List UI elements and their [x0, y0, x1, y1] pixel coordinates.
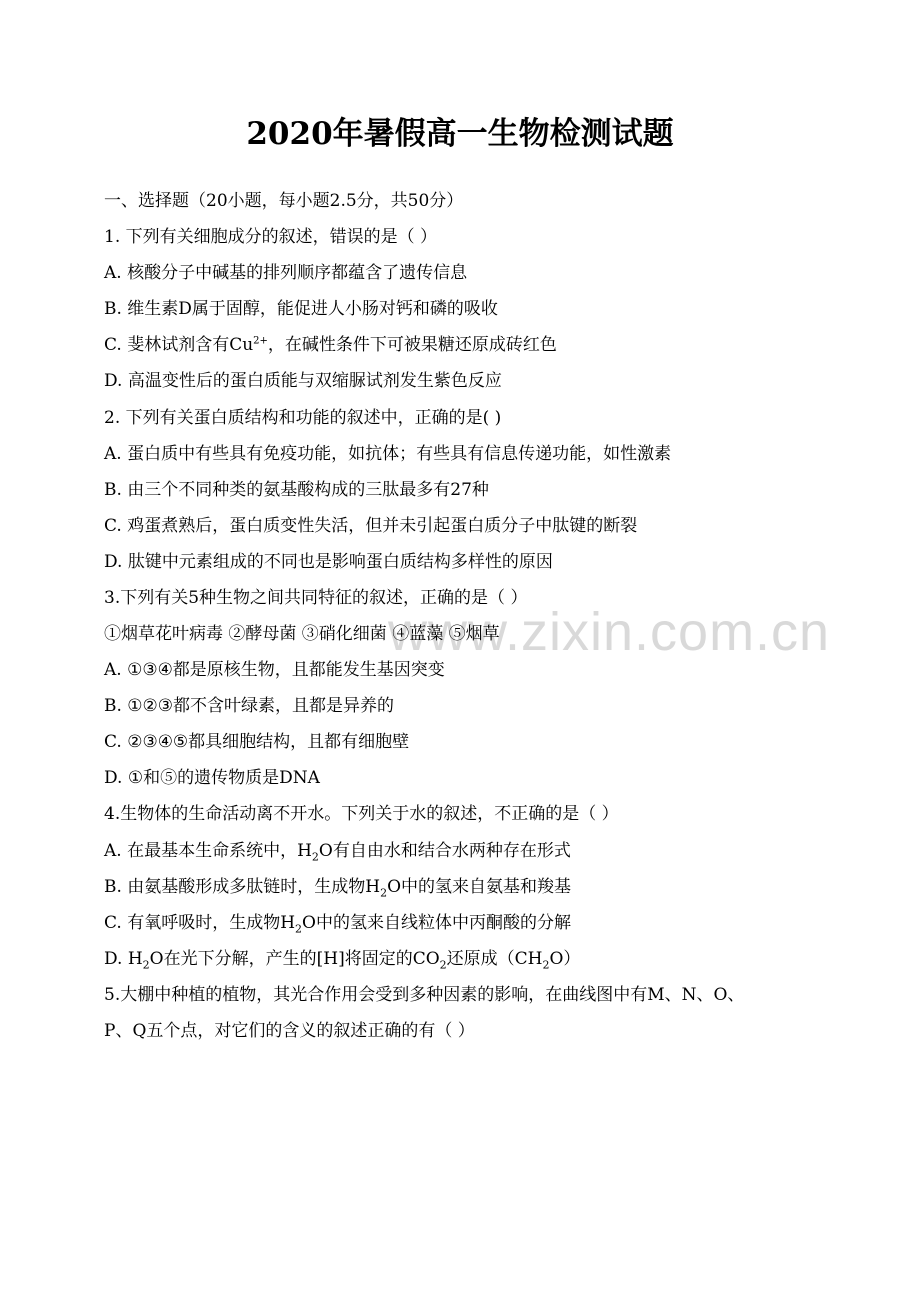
watermark: www.zixin.com.cn	[388, 602, 831, 662]
page-title: 2020年暑假高一生物检测试题	[246, 116, 674, 152]
question-1-option-b: B. 维生素D属于固醇，能促进人小肠对钙和磷的吸收	[104, 299, 498, 319]
question-4-option-c	[104, 911, 571, 935]
question-3-items: ①烟草花叶病毒 ②酵母菌 ③硝化细菌 ④蓝藻 ⑤烟草	[104, 624, 500, 644]
question-3-stem: 3.下列有关5种生物之间共同特征的叙述，正确的是（ ）	[104, 588, 528, 608]
option-text: O中的氢来自线粒体中丙酮酸的分解	[302, 913, 571, 933]
option-text: A. 在最基本生命系统中，H	[104, 841, 312, 861]
option-text: O）	[549, 949, 581, 969]
question-4-stem: 4.生物体的生命活动离不开水。下列关于水的叙述，不正确的是（ ）	[104, 804, 619, 824]
question-1-option-a: A. 核酸分子中碱基的排列顺序都蕴含了遗传信息	[104, 263, 468, 283]
option-text: C. 有氧呼吸时，生成物H	[104, 913, 296, 933]
question-3-option-a: A. ①③④都是原核生物，且都能发生基因突变	[104, 660, 445, 680]
question-4-option-b	[104, 875, 571, 899]
option-text: ，在碱性条件下可被果糖还原成砖红色	[267, 335, 557, 355]
option-text: O在光下分解，产生的[H]将固定的CO	[149, 949, 440, 969]
question-2-stem: 2. 下列有关蛋白质结构和功能的叙述中，正确的是( )	[104, 408, 502, 428]
subscript: 2	[542, 958, 550, 972]
question-2-option-c: C. 鸡蛋煮熟后，蛋白质变性失活，但并未引起蛋白质分子中肽键的断裂	[104, 516, 638, 536]
superscript: 2+	[253, 335, 268, 347]
question-1-option-c	[104, 333, 557, 357]
subscript: 2	[142, 958, 150, 972]
question-4-option-d	[104, 947, 580, 971]
question-3-option-d: D. ①和⑤的遗传物质是DNA	[104, 768, 320, 788]
option-text: C. 斐林试剂含有Cu	[104, 335, 254, 355]
question-5-stem-line-2: P、Q五个点，对它们的含义的叙述正确的有（ ）	[104, 1021, 475, 1041]
question-2-option-b: B. 由三个不同种类的氨基酸构成的三肽最多有27种	[104, 480, 489, 500]
question-2-option-a: A. 蛋白质中有些具有免疫功能，如抗体；有些具有信息传递功能，如性激素	[104, 444, 672, 464]
question-1-option-d: D. 高温变性后的蛋白质能与双缩脲试剂发生紫色反应	[104, 371, 502, 391]
subscript: 2	[380, 886, 388, 900]
question-4-option-a	[104, 839, 571, 863]
question-3-option-c: C. ②③④⑤都具细胞结构，且都有细胞壁	[104, 732, 410, 752]
option-text: O中的氢来自氨基和羧基	[387, 877, 572, 897]
option-text: 还原成（CH	[446, 949, 543, 969]
option-text: D. H	[104, 949, 143, 969]
section-header: 一、选择题（20小题，每小题2.5分，共50分）	[104, 191, 464, 211]
subscript: 2	[311, 850, 319, 864]
subscript: 2	[295, 922, 303, 936]
question-2-option-d: D. 肽键中元素组成的不同也是影响蛋白质结构多样性的原因	[104, 552, 553, 572]
option-text: O有自由水和结合水两种存在形式	[318, 841, 571, 861]
question-1-stem: 1. 下列有关细胞成分的叙述，错误的是（ ）	[104, 227, 438, 247]
subscript: 2	[439, 958, 447, 972]
question-5-stem-line-1: 5.大棚中种植的植物，其光合作用会受到多种因素的影响，在曲线图中有M、N、O、	[104, 985, 745, 1005]
option-text: B. 由氨基酸形成多肽链时，生成物H	[104, 877, 381, 897]
question-3-option-b: B. ①②③都不含叶绿素，且都是异养的	[104, 696, 395, 716]
